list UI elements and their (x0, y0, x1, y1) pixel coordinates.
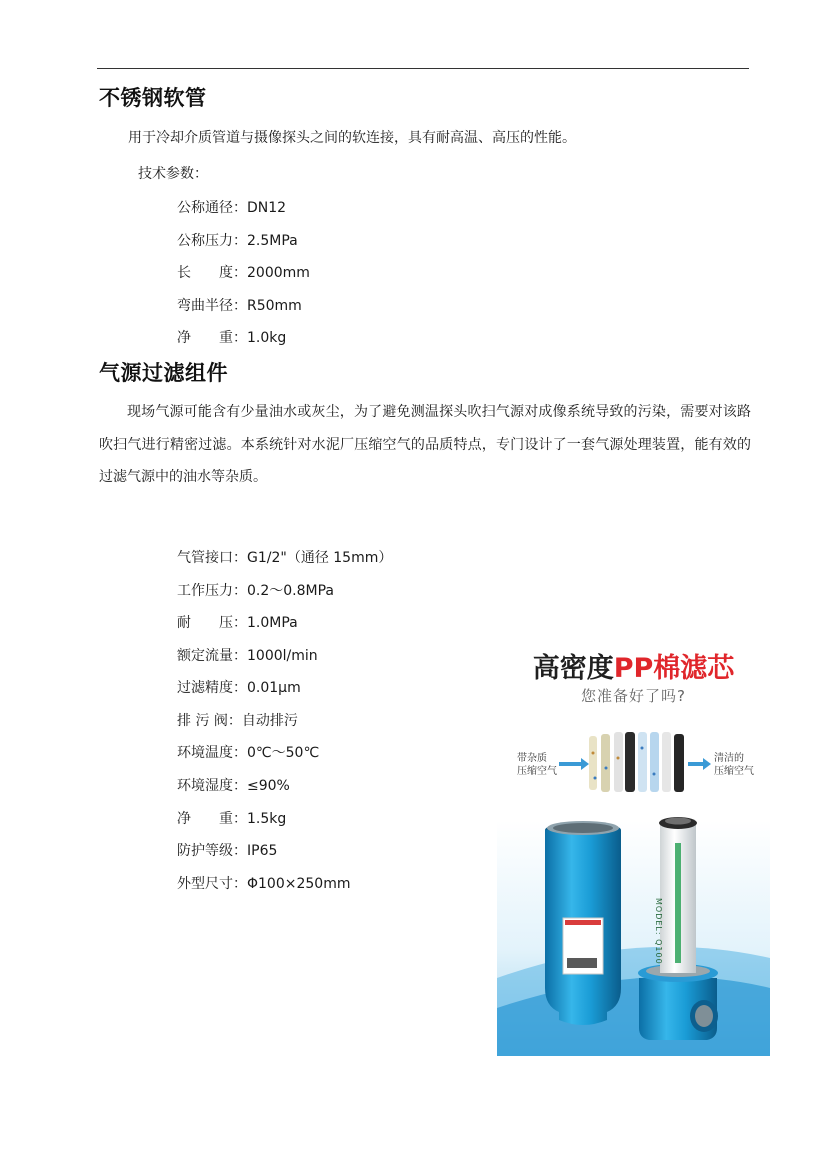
spec-key-part: 净 (177, 811, 191, 827)
spec-row (177, 327, 286, 347)
filter-description: 现场气源可能含有少量油水或灰尘，为了避免测温探头吹扫气源对成像系统导致的污染，需要对该路吹扫气进行精密过滤。本系统针对水泥厂压缩空气的品质特点，专门设计了一套气源处理装置，能有效的过滤气源中的油水等杂质。 (99, 404, 751, 485)
spec-row (177, 612, 298, 632)
product-image-pp-filter (497, 628, 770, 1056)
header-rule (97, 68, 749, 69)
spec-value: 0.2～0.8MPa (247, 583, 335, 599)
spec-value: DN12 (247, 200, 287, 216)
label-line: 带杂质 (517, 753, 547, 764)
spec-value: 0.01μm (247, 680, 301, 696)
spec-row (177, 197, 286, 217)
spec-value: Φ100×250mm (247, 876, 351, 892)
spec-key: 排 污 阀： (177, 713, 242, 729)
spec-value: 1.0kg (247, 330, 287, 346)
spec-key: 过滤精度： (177, 680, 247, 696)
spec-key (177, 612, 247, 632)
label-line: 清洁的 (714, 753, 744, 764)
spec-value: IP65 (247, 843, 278, 859)
spec-key-part: 压： (219, 615, 247, 631)
spec-value: 1000l/min (247, 648, 318, 664)
spec-row (177, 840, 277, 860)
spec-value: G1/2"（通径 15mm） (247, 550, 393, 566)
spec-key: 气管接口： (177, 550, 247, 566)
spec-row (177, 295, 302, 315)
label-line: 压缩空气 (517, 766, 557, 777)
title-black: 高密度 (532, 653, 614, 684)
section-title-filter: 气源过滤组件 (99, 361, 228, 385)
spec-key: 防护等级： (177, 843, 247, 859)
spec-key-part: 耐 (177, 615, 191, 631)
spec-row (177, 742, 319, 762)
hose-description: 用于冷却介质管道与摄像探头之间的软连接，具有耐高温、高压的性能。 (128, 130, 576, 146)
spec-key: 弯曲半径： (177, 298, 247, 314)
spec-row (177, 677, 301, 697)
params-title: 技术参数： (138, 166, 208, 182)
spec-key-part: 净 (177, 330, 191, 346)
spec-row (177, 262, 310, 282)
product-image-title (497, 646, 770, 685)
spec-value: 2.5MPa (247, 233, 298, 249)
label-dirty-air (517, 752, 557, 778)
spec-key (177, 262, 247, 282)
spec-row (177, 645, 318, 665)
title-red: PP棉滤芯 (613, 653, 735, 684)
spec-key: 额定流量： (177, 648, 247, 664)
spec-key: 环境湿度： (177, 778, 247, 794)
spec-row (177, 775, 290, 795)
spec-value: 1.0MPa (247, 615, 298, 631)
spec-row (177, 710, 298, 730)
spec-value: 0℃～50℃ (247, 745, 320, 761)
spec-key: 环境温度： (177, 745, 247, 761)
spec-row (177, 808, 286, 828)
cartridge-model-text: MODEL: Q100 (654, 898, 663, 965)
spec-value: ≤90% (247, 778, 290, 794)
spec-key: 公称压力： (177, 233, 247, 249)
label-line: 压缩空气 (714, 766, 754, 777)
product-image-subtitle: 您准备好了吗? (581, 687, 686, 705)
spec-row (177, 547, 392, 567)
spec-key: 外型尺寸： (177, 876, 247, 892)
spec-key: 公称通径： (177, 200, 247, 216)
spec-key-part: 重： (219, 811, 247, 827)
spec-row (177, 873, 350, 893)
spec-key-part: 度： (219, 265, 247, 281)
spec-key (177, 327, 247, 347)
spec-value: 2000mm (247, 265, 310, 281)
spec-row (177, 580, 334, 600)
spec-row (177, 230, 298, 250)
spec-value: R50mm (247, 298, 302, 314)
spec-key-part: 重： (219, 330, 247, 346)
spec-key (177, 808, 247, 828)
spec-key-part: 长 (177, 265, 191, 281)
spec-key: 工作压力： (177, 583, 247, 599)
spec-value: 1.5kg (247, 811, 287, 827)
spec-value: 自动排污 (241, 713, 298, 729)
label-clean-air (714, 752, 754, 778)
section-title-hose: 不锈钢软管 (99, 86, 207, 110)
